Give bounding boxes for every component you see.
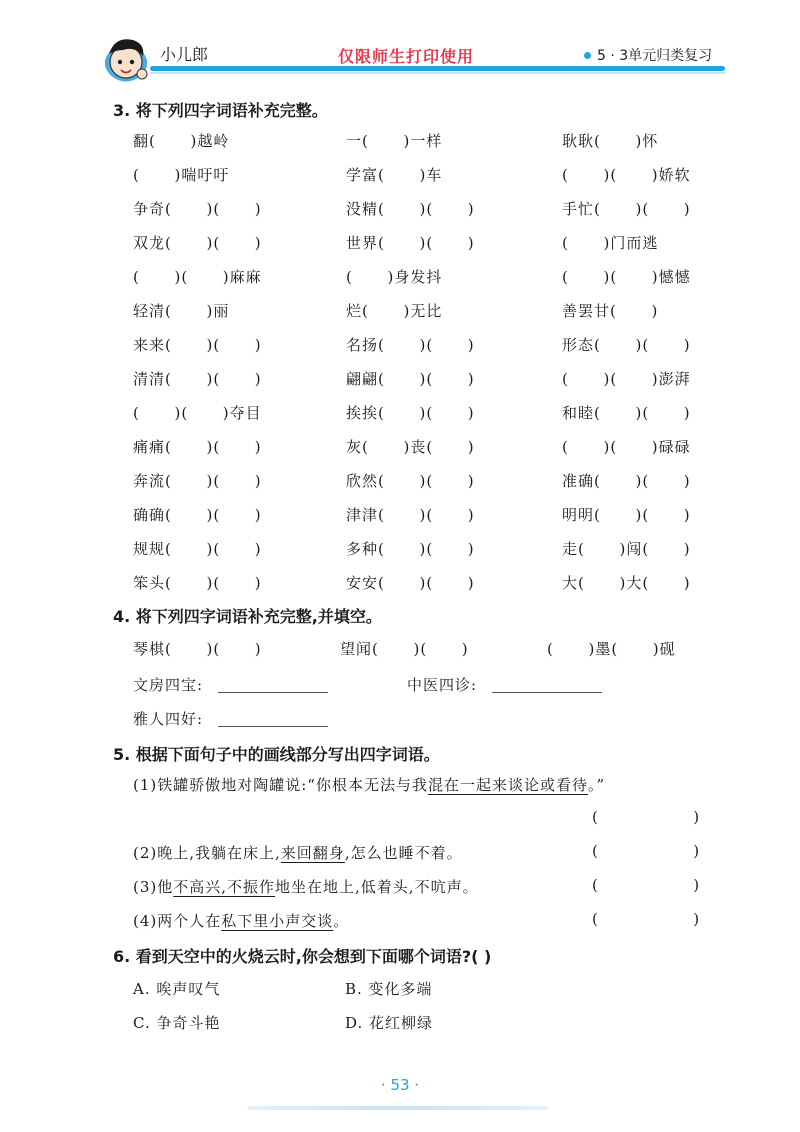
- idiom-fill-item[interactable]: ( )喘吁吁: [133, 166, 230, 184]
- underlined-phrase: 不高兴,不振作: [173, 878, 276, 896]
- sentence-2: (2)晚上,我躺在床上,来回翻身,怎么也睡不着。: [133, 844, 463, 862]
- section-3-title: 3. 将下列四字词语补充完整。: [113, 101, 328, 120]
- idiom-fill-item[interactable]: ( )( )碌碌: [562, 438, 691, 456]
- brand-name: 小儿郎: [160, 45, 209, 64]
- idiom-fill-item[interactable]: ( )身发抖: [346, 268, 443, 286]
- idiom-fill-item[interactable]: 善罢甘( ): [562, 302, 659, 320]
- idiom-fill-item[interactable]: 安安( )( ): [346, 574, 475, 592]
- underlined-phrase: 私下里小声交谈: [221, 912, 334, 930]
- fill-label-medicine: 中医四诊:: [407, 676, 478, 694]
- s4-item-2: 望闻( )( ): [340, 640, 469, 658]
- idiom-fill-item[interactable]: 确确( )( ): [133, 506, 262, 524]
- idiom-fill-item[interactable]: ( )( )澎湃: [562, 370, 691, 388]
- header-divider: [150, 66, 725, 71]
- section-5-title: 5. 根据下面句子中的画线部分写出四字词语。: [113, 745, 440, 764]
- answer-line-medicine[interactable]: [492, 692, 602, 693]
- idiom-fill-item[interactable]: 学富( )车: [346, 166, 443, 184]
- sentence-1: (1)铁罐骄傲地对陶罐说:“你根本无法与我混在一起来谈论或看待。”: [133, 776, 606, 794]
- idiom-fill-item[interactable]: 欣然( )( ): [346, 472, 475, 490]
- answer-line-study[interactable]: [218, 692, 328, 693]
- idiom-fill-item[interactable]: 挨挨( )( ): [346, 404, 475, 422]
- idiom-fill-item[interactable]: 手忙( )( ): [562, 200, 691, 218]
- underlined-phrase: 来回翻身: [280, 844, 345, 862]
- idiom-fill-item[interactable]: 一( )一样: [346, 132, 443, 150]
- idiom-fill-item[interactable]: 翩翩( )( ): [346, 370, 475, 388]
- sentence-3: (3)他不高兴,不振作地坐在地上,低着头,不吭声。: [133, 878, 479, 896]
- idiom-fill-item[interactable]: 翻( )越岭: [133, 132, 230, 150]
- idiom-fill-item[interactable]: 争奇( )( ): [133, 200, 262, 218]
- fill-label-study: 文房四宝:: [133, 676, 204, 694]
- underlined-phrase: 混在一起来谈论或看待: [427, 776, 588, 794]
- idiom-fill-item[interactable]: 规规( )( ): [133, 540, 262, 558]
- idiom-fill-item[interactable]: 奔流( )( ): [133, 472, 262, 490]
- idiom-fill-item[interactable]: 清清( )( ): [133, 370, 262, 388]
- idiom-fill-item[interactable]: ( )( )憾憾: [562, 268, 691, 286]
- idiom-fill-item[interactable]: 轻清( )丽: [133, 302, 230, 320]
- idiom-fill-item[interactable]: 耿耿( )怀: [562, 132, 659, 150]
- answer-paren-4[interactable]: ( ): [592, 910, 700, 928]
- idiom-fill-item[interactable]: 明明( )( ): [562, 506, 691, 524]
- s4-item-3: ( )墨( )砚: [547, 640, 676, 658]
- option-c[interactable]: C. 争奇斗艳: [133, 1014, 221, 1032]
- header-divider-light: [150, 72, 725, 74]
- s4-item-1: 琴棋( )( ): [133, 640, 262, 658]
- idiom-fill-item[interactable]: ( )( )娇软: [562, 166, 691, 184]
- answer-paren-2[interactable]: ( ): [592, 842, 700, 860]
- idiom-fill-item[interactable]: 大( )大( ): [562, 574, 691, 592]
- answer-paren-1[interactable]: ( ): [592, 808, 700, 826]
- answer-paren-3[interactable]: ( ): [592, 876, 700, 894]
- print-notice: 仅限师生打印使用: [338, 47, 475, 66]
- unit-title: 5 · 3单元归类复习: [597, 48, 713, 64]
- idiom-fill-item[interactable]: 准确( )( ): [562, 472, 691, 490]
- cartoon-boy-mascot-icon: [95, 30, 157, 92]
- option-a[interactable]: A. 唉声叹气: [133, 980, 221, 998]
- idiom-fill-item[interactable]: 津津( )( ): [346, 506, 475, 524]
- dot-icon: [584, 52, 591, 59]
- idiom-fill-item[interactable]: 来来( )( ): [133, 336, 262, 354]
- idiom-fill-item[interactable]: 双龙( )( ): [133, 234, 262, 252]
- page-number: · 53 ·: [380, 1076, 420, 1094]
- footer-decoration: [248, 1106, 548, 1110]
- idiom-fill-item[interactable]: 烂( )无比: [346, 302, 443, 320]
- idiom-fill-item[interactable]: 名扬( )( ): [346, 336, 475, 354]
- section-4-title: 4. 将下列四字词语补充完整,并填空。: [113, 607, 382, 626]
- idiom-fill-item[interactable]: 没精( )( ): [346, 200, 475, 218]
- idiom-fill-item[interactable]: ( )( )麻麻: [133, 268, 262, 286]
- fill-label-hobbies: 雅人四好:: [133, 710, 204, 728]
- option-b[interactable]: B. 变化多端: [345, 980, 433, 998]
- idiom-fill-item[interactable]: ( )门而逃: [562, 234, 659, 252]
- idiom-fill-item[interactable]: 多种( )( ): [346, 540, 475, 558]
- idiom-fill-item[interactable]: 笨头( )( ): [133, 574, 262, 592]
- idiom-fill-item[interactable]: 和睦( )( ): [562, 404, 691, 422]
- idiom-fill-item[interactable]: 形态( )( ): [562, 336, 691, 354]
- idiom-fill-item[interactable]: ( )( )夺目: [133, 404, 262, 422]
- idiom-fill-item[interactable]: 灰( )丧( ): [346, 438, 475, 456]
- idiom-fill-item[interactable]: 走( )闯( ): [562, 540, 691, 558]
- sentence-4: (4)两个人在私下里小声交谈。: [133, 912, 350, 930]
- section-6-title: 6. 看到天空中的火烧云时,你会想到下面哪个词语?( ): [113, 947, 492, 966]
- option-d[interactable]: D. 花红柳绿: [345, 1014, 434, 1032]
- answer-line-hobbies[interactable]: [218, 726, 328, 727]
- idiom-fill-item[interactable]: 痛痛( )( ): [133, 438, 262, 456]
- idiom-fill-item[interactable]: 世界( )( ): [346, 234, 475, 252]
